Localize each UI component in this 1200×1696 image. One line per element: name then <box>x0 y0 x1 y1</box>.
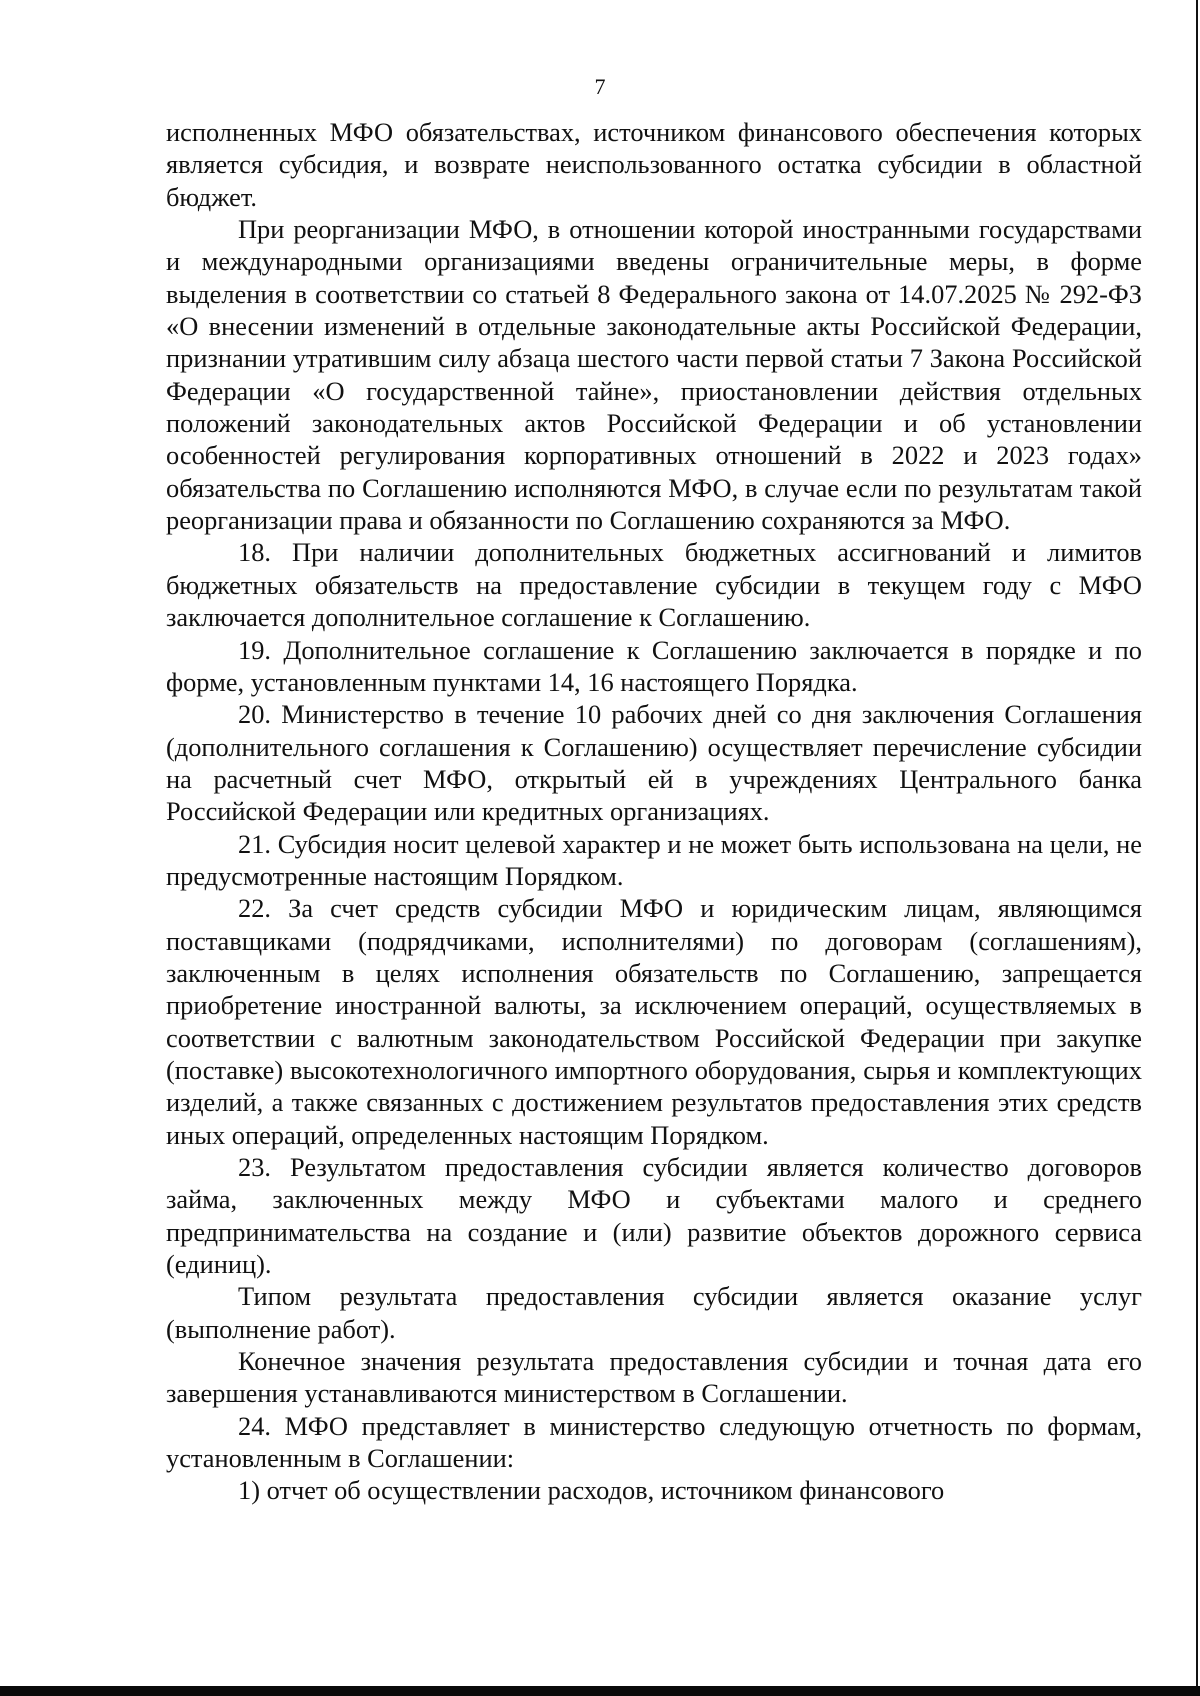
paragraph-item-24: 24. МФО представляет в министерство следующую отчетность по формам, установленным в Соглашении: <box>166 1410 1142 1474</box>
paragraph-item-23: 23. Результатом предоставления субсидии является количество договоров займа, заключенных между МФО и субъектами малого и среднего предпринимательства на создание и (или) развитие объектов дорожного сервиса (единиц). <box>166 1152 1142 1280</box>
paragraph-continuation: исполненных МФО обязательствах, источником финансового обеспечения которых является субсидия, и возврате неиспользованного остатка субсидии в областной бюджет. <box>166 117 1142 212</box>
page-number: 7 <box>594 74 606 99</box>
paragraph-item-18: 18. При наличии дополнительных бюджетных ассигнований и лимитов бюджетных обязательств на предоставление субсидии в текущем году с МФО заключается дополнительное соглашение к Соглашению. <box>166 537 1142 633</box>
paragraph-subitem-1: 1) отчет об осуществлении расходов, источником финансового <box>238 1475 945 1506</box>
paragraph-item-19: 19. Дополнительное соглашение к Соглашению заключается в порядке и по форме, установленным пунктами 14, 16 настоящего Порядка. <box>166 634 1142 697</box>
paragraph-item-22: 22. За счет средств субсидии МФО и юридическим лицам, являющимся поставщиками (подрядчиками, исполнителями) по договорам (соглашениям), заключенным в целях исполнения обязательств по Соглашению, запрещается приобретение иностранной валюты, за исключением операций, осуществляемых в соответствии с валютным законодательством Российской Федерации при закупке (поставке) высокотехнологичного импортного оборудования, сырья и комплектующих изделий, а также связанных с достижением результатов предоставления этих средств иных операций, определенных настоящим Порядком. <box>166 893 1142 1150</box>
scan-edge-line <box>1196 0 1198 1696</box>
document-body <box>166 116 1142 1507</box>
paragraph-item-20: 20. Министерство в течение 10 рабочих дней со дня заключения Соглашения (дополнительного соглашения к Соглашению) осуществляет перечисление субсидии на расчетный счет МФО, открытый ей в учреждениях Центрального банка Российской Федерации или кредитных организациях. <box>166 699 1142 827</box>
scan-bottom-bar <box>0 1686 1200 1696</box>
paragraph-reorganization: При реорганизации МФО, в отношении которой иностранными государствами и международными организациями введены ограничительные меры, в форме выделения в соответствии со статьей 8 Федерального закона от 14.07.2025 № 292-ФЗ «О внесении изменений в отдельные законодательные акты Российской Федерации, признании утратившим силу абзаца шестого части первой статьи 7 Закона Российской Федерации «О государственной тайне», приостановлении действия отдельных положений законодательных актов Российской Федерации и об установлении особенностей регулирования корпоративных отношений в 2022 и 2023 годах» обязательства по Соглашению исполняются МФО, в случае если по результатам такой реорганизации права и обязанности по Соглашению сохраняются за МФО. <box>166 214 1142 536</box>
paragraph-item-21: 21. Субсидия носит целевой характер и не может быть использована на цели, не предусмотренные настоящим Порядком. <box>166 828 1142 891</box>
paragraph-final-value: Конечное значения результата предоставления субсидии и точная дата его завершения устанавливаются министерством в Соглашении. <box>166 1346 1142 1409</box>
paragraph-result-type: Типом результата предоставления субсидии является оказание услуг (выполнение работ). <box>166 1281 1142 1344</box>
